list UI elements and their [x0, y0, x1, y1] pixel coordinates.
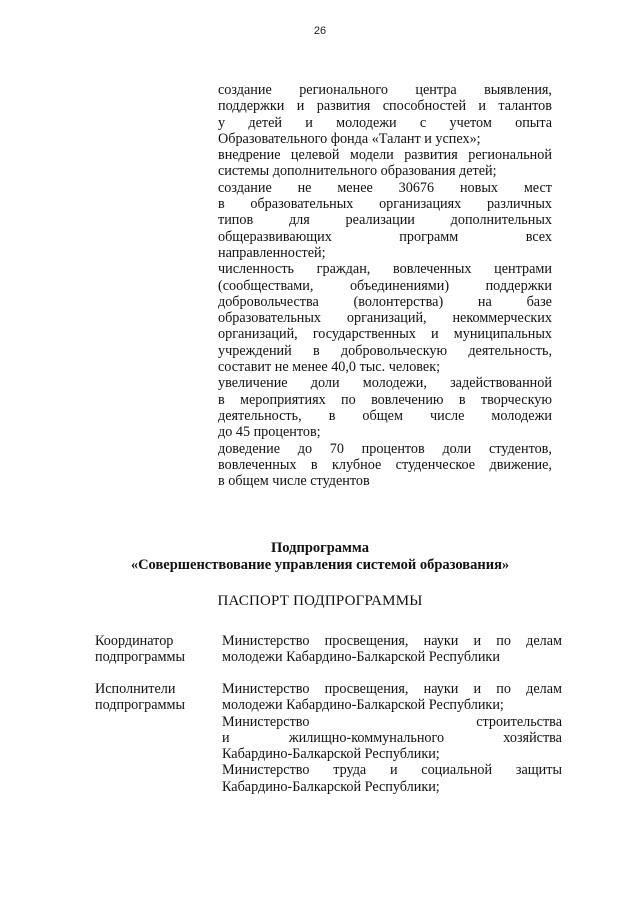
- goal-word: и: [431, 326, 439, 343]
- goal-line: [218, 392, 552, 408]
- goal-line: [218, 98, 552, 114]
- goal-word: центрами: [494, 261, 552, 278]
- goal-word: опыта: [515, 114, 552, 131]
- goal-word: целевой: [290, 147, 340, 164]
- executors-value-line: [222, 714, 562, 730]
- executors-label: [95, 681, 185, 714]
- goal-word: добровольческую: [340, 342, 448, 359]
- goal-word: в: [458, 391, 466, 408]
- goal-word: в: [312, 342, 320, 359]
- coordinator-label-line-1: Координатор: [95, 633, 174, 649]
- executors-value-word: жилищно-коммунального: [288, 729, 445, 746]
- goal-word: в: [310, 456, 318, 473]
- goal-word: до: [297, 440, 313, 457]
- executors-value-line: [222, 681, 562, 697]
- goal-word: типов: [218, 212, 254, 229]
- goal-word: и: [296, 98, 305, 115]
- executors-value-line: [222, 730, 562, 746]
- goal-word: организаций,: [346, 310, 427, 327]
- executors-value-word: Министерство: [222, 681, 310, 697]
- goal-word: и: [305, 114, 313, 131]
- executors-label-line-2: подпрограммы: [95, 697, 185, 714]
- goal-line: [218, 245, 552, 261]
- goal-line: [218, 441, 552, 457]
- executors-value-word: науки: [423, 681, 459, 697]
- goal-line: [218, 424, 552, 440]
- goal-word: внедрение: [218, 147, 281, 164]
- goal-line: [218, 229, 552, 245]
- goal-word: образовательных: [218, 310, 322, 327]
- coordinator-value-word: по: [496, 633, 511, 649]
- goal-word: некоммерческих: [452, 310, 552, 327]
- goal-word: мероприятиях: [240, 391, 326, 408]
- goal-word: развития: [404, 147, 458, 164]
- goal-word: общеразвивающих: [218, 228, 332, 245]
- goal-word: центра: [415, 82, 457, 98]
- goal-word: Образовательного фонда «Талант и успех»;: [218, 130, 481, 147]
- goal-word: граждан,: [316, 261, 371, 278]
- goal-word: студенческое: [395, 456, 476, 473]
- coordinator-value-word: и: [473, 633, 482, 649]
- goal-line: [218, 212, 552, 228]
- executors-value-line: [222, 762, 562, 778]
- goal-word: способностей: [382, 98, 467, 115]
- goal-word: молодежи,: [362, 375, 427, 392]
- goal-word: образовательных: [250, 196, 354, 213]
- goal-line: [218, 408, 552, 424]
- executors-value-word: и: [473, 681, 482, 697]
- executors-value-word: делам: [526, 681, 562, 697]
- passport-title: ПАСПОРТ ПОДПРОГРАММЫ: [217, 593, 423, 609]
- goal-line: [218, 343, 552, 359]
- goal-word: у: [218, 114, 226, 131]
- goal-word: детей: [248, 114, 282, 131]
- goal-word: на: [477, 293, 492, 310]
- coordinator-label: [95, 633, 185, 666]
- executors-value-word: хозяйства: [503, 729, 562, 746]
- goal-word: системы дополнительного образования детей;: [218, 163, 497, 180]
- goal-word: увеличение: [218, 375, 288, 392]
- goal-line: [218, 180, 552, 196]
- goal-word: организациях: [379, 196, 462, 213]
- goal-word: 70: [329, 440, 344, 457]
- goal-word: до 45 процентов;: [218, 424, 321, 441]
- coordinator-value-line: [222, 649, 562, 665]
- goal-word: в общем числе студентов: [218, 473, 370, 490]
- subprogram-goals-list: [218, 82, 552, 489]
- goal-word: создание: [218, 179, 272, 196]
- coordinator-label-line-2: подпрограммы: [95, 649, 185, 666]
- coordinator-value-word: молодежи Кабардино-Балкарской Республики: [222, 649, 500, 666]
- executors-value-word: Кабардино-Балкарской Республики;: [222, 778, 440, 795]
- goal-word: доли: [310, 375, 340, 392]
- goal-word: добровольчества: [218, 293, 319, 310]
- goal-line: [218, 147, 552, 163]
- goal-word: вовлеченных: [393, 261, 472, 278]
- goal-word: 30676: [398, 179, 435, 196]
- goal-line: [218, 375, 552, 391]
- executors-value: [222, 681, 562, 795]
- goal-word: деятельность,: [218, 407, 302, 424]
- goal-word: студентов,: [488, 440, 552, 457]
- executors-value-word: защиты: [515, 762, 562, 779]
- goal-word: развития: [316, 98, 371, 115]
- goal-line: [218, 163, 552, 179]
- goal-word: создание: [218, 82, 272, 98]
- goal-word: творческую: [480, 391, 552, 408]
- goal-word: в: [218, 196, 225, 213]
- goal-word: (волонтерства): [353, 293, 444, 310]
- goal-word: движение,: [489, 456, 552, 473]
- goal-line: [218, 326, 552, 342]
- goal-word: государственных: [312, 326, 416, 343]
- goal-line: [218, 131, 552, 147]
- goal-line: [218, 294, 552, 310]
- executors-value-word: Министерство: [222, 762, 310, 779]
- goal-line: [218, 359, 552, 375]
- goal-word: талантов: [498, 98, 552, 115]
- goal-word: процентов: [361, 440, 425, 457]
- goal-word: численность: [218, 261, 295, 278]
- coordinator-value-line: [222, 633, 562, 649]
- goal-word: учетом: [449, 114, 492, 131]
- goal-line: [218, 278, 552, 294]
- goal-word: в: [218, 391, 225, 408]
- executors-value-word: и: [389, 762, 398, 779]
- goal-word: вовлеченных: [218, 456, 297, 473]
- goal-word: менее: [337, 179, 373, 196]
- goal-word: муниципальных: [453, 326, 552, 343]
- goal-word: новых: [459, 179, 498, 196]
- goal-word: деятельность,: [468, 342, 552, 359]
- executors-value-line: [222, 779, 562, 795]
- goal-word: выявления,: [484, 82, 552, 98]
- coordinator-value-word: науки: [423, 633, 459, 649]
- goal-word: базе: [526, 293, 552, 310]
- goal-line: [218, 115, 552, 131]
- coordinator-value-word: Министерство: [222, 633, 310, 649]
- goal-word: программ: [399, 228, 459, 245]
- executors-value-word: по: [496, 681, 511, 697]
- goal-word: с: [419, 114, 427, 131]
- coordinator-value-word: делам: [526, 633, 562, 649]
- goal-line: [218, 473, 552, 489]
- goal-word: в: [328, 407, 336, 424]
- subprogram-name: «Совершенствование управления системой образования»: [130, 557, 510, 573]
- executors-value-word: Кабардино-Балкарской Республики;: [222, 746, 440, 763]
- goal-word: числе: [429, 407, 465, 424]
- executors-value-word: труда: [333, 762, 367, 779]
- goal-word: учреждений: [218, 342, 292, 359]
- goal-word: задействованной: [450, 375, 552, 392]
- goal-word: составит не менее 40,0 тыс. человек;: [218, 359, 441, 376]
- goal-word: регионального: [299, 82, 388, 98]
- goal-word: вовлечению: [371, 391, 444, 408]
- executors-value-word: молодежи Кабардино-Балкарской Республики;: [222, 697, 504, 714]
- goal-word: общем: [362, 407, 403, 424]
- goal-word: не: [297, 179, 312, 196]
- executors-value-word: социальной: [421, 762, 493, 779]
- executors-value-word: и: [222, 729, 230, 746]
- goal-word: дополнительных: [450, 212, 552, 229]
- goal-line: [218, 457, 552, 473]
- goal-line: [218, 82, 552, 98]
- goal-word: и: [478, 98, 487, 115]
- subprogram-heading: [0, 540, 640, 574]
- goal-word: молодежи: [491, 407, 552, 424]
- goal-word: доведение: [218, 440, 281, 457]
- goal-word: поддержки: [485, 277, 552, 294]
- goal-word: реализации: [345, 212, 415, 229]
- goal-word: различных: [486, 196, 552, 213]
- goal-word: объединениями): [349, 277, 450, 294]
- executors-value-word: Министерство: [222, 713, 310, 730]
- goal-word: региональной: [468, 147, 552, 164]
- goal-word: поддержки: [218, 98, 285, 115]
- goal-word: доли: [442, 440, 472, 457]
- executors-value-word: просвещения,: [324, 681, 409, 697]
- goal-word: клубное: [332, 456, 382, 473]
- goal-word: направленностей;: [218, 244, 326, 261]
- goal-word: (сообществами,: [218, 277, 314, 294]
- executors-value-line: [222, 746, 562, 762]
- coordinator-value: [222, 633, 562, 666]
- goal-word: для: [288, 212, 310, 229]
- subprogram-label: Подпрограмма: [271, 540, 369, 556]
- goal-word: всех: [525, 228, 552, 245]
- page-number: 26: [313, 25, 327, 37]
- goal-word: по: [341, 391, 356, 408]
- goal-word: модели: [349, 147, 394, 164]
- goal-word: молодежи: [336, 114, 397, 131]
- goal-line: [218, 310, 552, 326]
- coordinator-value-word: просвещения,: [324, 633, 409, 649]
- executors-value-line: [222, 697, 562, 713]
- executors-value-word: строительства: [476, 713, 562, 730]
- goal-line: [218, 261, 552, 277]
- goal-line: [218, 196, 552, 212]
- goal-word: мест: [523, 179, 552, 196]
- goal-word: организаций,: [218, 326, 298, 343]
- executors-label-line-1: Исполнители: [95, 681, 176, 697]
